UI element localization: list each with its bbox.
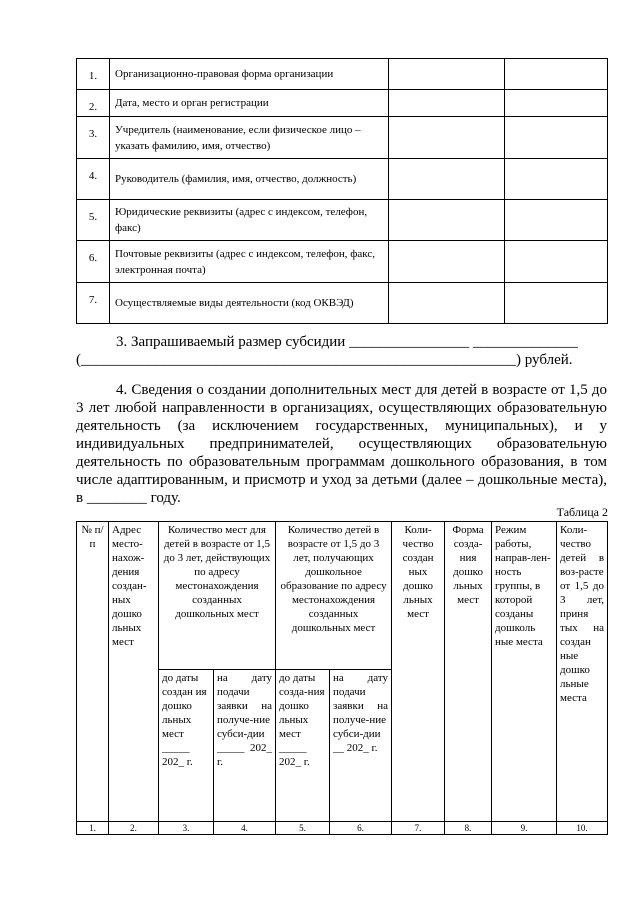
column-number: 3.	[159, 822, 214, 835]
row-label: Почтовые реквизиты (адрес с индексом, телефон, факс, электронная почта)	[110, 241, 389, 283]
subsidy-amount-paragraph	[76, 333, 607, 369]
empty-cell	[505, 241, 608, 283]
table-caption: Таблица 2	[556, 505, 608, 519]
subsidy-amount-words-line: (__________________________________________________________) рублей.	[76, 352, 573, 368]
column-number: 10.	[557, 822, 608, 835]
table-row	[77, 59, 608, 90]
subheader-places-on-date: на дату подачи заявки на получе-ние субси-дии _____ 202_ г.	[214, 670, 276, 822]
empty-cell	[389, 159, 505, 200]
table-row	[77, 159, 608, 200]
table-row	[77, 241, 608, 283]
row-number: 1.	[77, 59, 110, 90]
section-4-paragraph: 4. Сведения о создании дополнительных мест для детей в возрасте от 1,5 до 3 лет любой направленности в организациях, осуществляющих образовательную деятельность (за исключением государственных, муниципальных), и у индивидуальных предпринимателей, осуществляющих образовательную деятельность по образовательным программам дошкольного образования, в том числе адаптированным, и присмотр и уход за детьми (далее – дошкольные места), в ________ году.	[76, 382, 607, 506]
column-number: 7.	[392, 822, 445, 835]
column-number: 6.	[330, 822, 392, 835]
table-row	[77, 90, 608, 117]
table-row	[77, 283, 608, 324]
row-label: Юридические реквизиты (адрес с индексом, телефон, факс)	[110, 200, 389, 241]
row-number: 4.	[77, 159, 110, 200]
subheader-children-on-date: на дату подачи заявки на получе-ние субси-дии __ 202_ г.	[330, 670, 392, 822]
row-number: 2.	[77, 90, 110, 117]
subheader-children-before: до даты созда-ния дошко льных мест _____ 202_ г.	[276, 670, 330, 822]
row-label: Осуществляемые виды деятельности (код ОКВЭД)	[110, 283, 389, 324]
empty-cell	[389, 117, 505, 159]
empty-cell	[505, 283, 608, 324]
places-info-table	[76, 521, 608, 835]
empty-cell	[505, 200, 608, 241]
organization-info-table	[76, 58, 608, 324]
subsidy-amount-line: 3. Запрашиваемый размер субсидии ________________ ______________	[116, 334, 578, 350]
column-number: 4.	[214, 822, 276, 835]
header-places-count: Количество мест для детей в возрасте от 1,5 до 3 лет, действующих по адресу местонахождения созданных дошкольных мест	[159, 522, 276, 670]
empty-cell	[389, 200, 505, 241]
table-row	[77, 117, 608, 159]
row-number: 6.	[77, 241, 110, 283]
header-creation-form: Форма созда-ния дошко льных мест	[445, 522, 492, 822]
header-children-count: Количество детей в возрасте от 1,5 до 3 лет, получающих дошкольное образование по адресу местонахождения созданных дошкольных мест	[276, 522, 392, 670]
row-number: 5.	[77, 200, 110, 241]
column-number: 9.	[492, 822, 557, 835]
empty-cell	[389, 241, 505, 283]
header-work-mode: Режим работы, направ-лен-ность группы, в которой созданы дошколь ные места	[492, 522, 557, 822]
row-number: 7.	[77, 283, 110, 324]
row-label: Руководитель (фамилия, имя, отчество, должность)	[110, 159, 389, 200]
row-number: 3.	[77, 117, 110, 159]
column-number-row	[77, 822, 608, 835]
empty-cell	[505, 59, 608, 90]
header-children-admitted: Коли-чество детей в воз-расте от 1,5 до 3 лет, приня тых на создан ные дошко льные места	[557, 522, 608, 822]
header-number: № п/п	[77, 522, 109, 822]
empty-cell	[389, 283, 505, 324]
empty-cell	[505, 117, 608, 159]
table-header-row	[77, 522, 608, 670]
row-label: Дата, место и орган регистрации	[110, 90, 389, 117]
empty-cell	[505, 159, 608, 200]
header-created-places: Коли-чество создан ных дошко льных мест	[392, 522, 445, 822]
row-label: Организационно-правовая форма организации	[110, 59, 389, 90]
header-address: Адрес место-нахож-дения создан-ных дошко льных мест	[109, 522, 159, 822]
row-label: Учредитель (наименование, если физическое лицо – указать фамилию, имя, отчество)	[110, 117, 389, 159]
empty-cell	[389, 90, 505, 117]
empty-cell	[505, 90, 608, 117]
table-row	[77, 200, 608, 241]
subheader-places-before: до даты создан ия дошко льных мест _____ 202_ г.	[159, 670, 214, 822]
column-number: 1.	[77, 822, 109, 835]
column-number: 8.	[445, 822, 492, 835]
column-number: 5.	[276, 822, 330, 835]
column-number: 2.	[109, 822, 159, 835]
empty-cell	[389, 59, 505, 90]
